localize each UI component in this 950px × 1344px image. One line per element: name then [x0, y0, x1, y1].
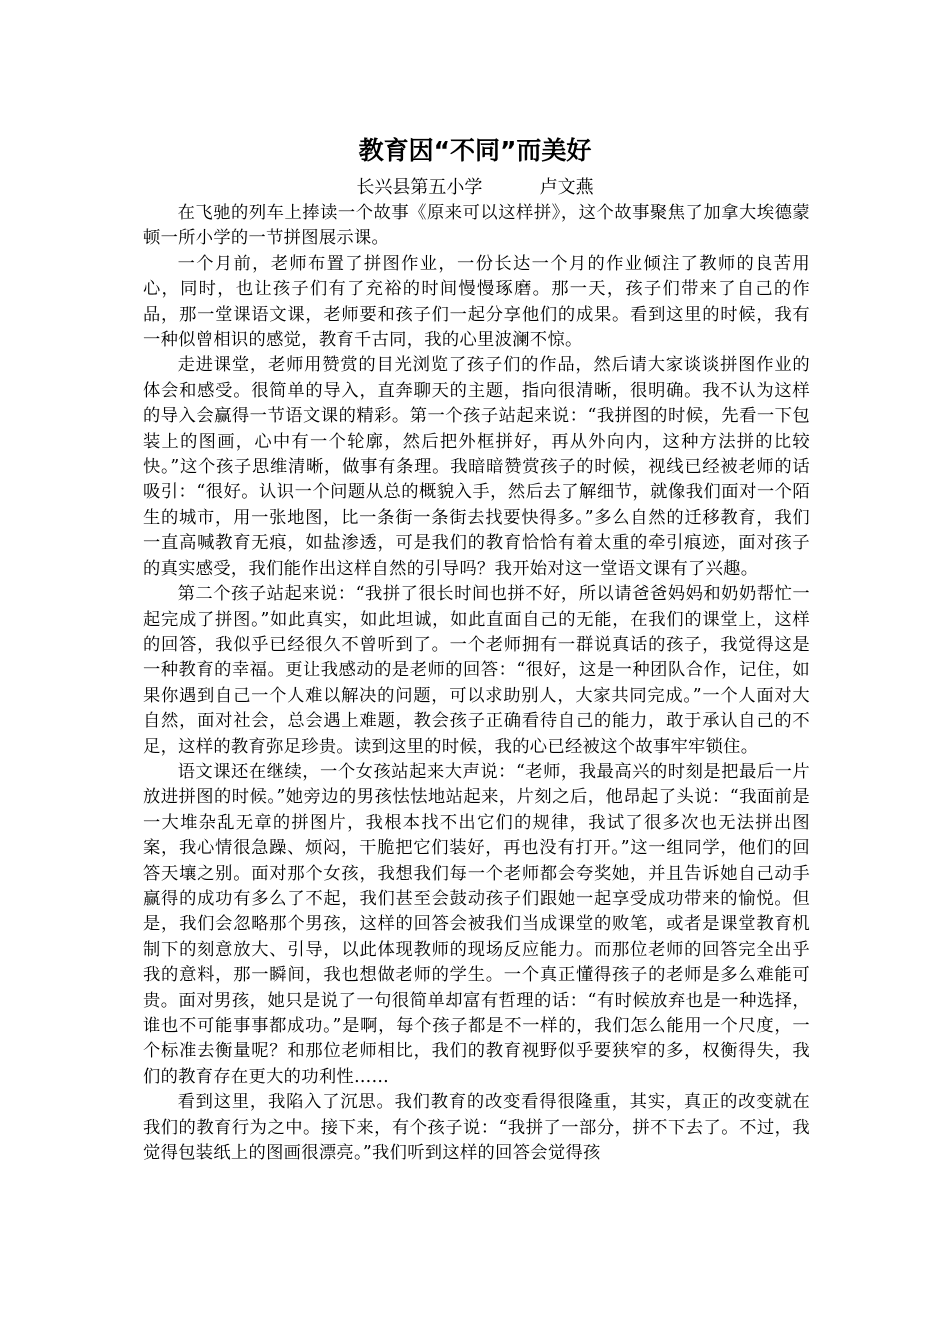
paragraph-4: 第二个孩子站起来说：“我拼了很长时间也拼不好，所以请爸爸妈妈和奶奶帮忙一起完成了拼图。”如此真实，如此坦诚，如此直面自己的无能，在我们的课堂上，这样的回答，我似乎已经很久不曾听到了。一个老师拥有一群说真话的孩子，我觉得这是一种教育的幸福。更让我感动的是老师的回答：“很好，这是一种团队合作，记住，如果你遇到自己一个人难以解决的问题，可以求助别人，大家共同完成。”一个人面对大自然，面对社会，总会遇上难题，教会孩子正确看待自己的能力，敢于承认自己的不足，这样的教育弥足珍贵。读到这里的时候，我的心已经被这个故事牢牢锁住。: [143, 584, 810, 757]
paragraph-1: 在飞驰的列车上捧读一个故事《原来可以这样拼》，这个故事聚焦了加拿大埃德蒙顿一所小学的一节拼图展示课。: [143, 203, 810, 249]
paragraph-2: 一个月前，老师布置了拼图作业，一份长达一个月的作业倾注了教师的良苦用心，同时，也让孩子们有了充裕的时间慢慢琢磨。那一天，孩子们带来了自己的作品，那一堂课语文课，老师要和孩子们一起分享他们的成果。看到这里的时候，我有一种似曾相识的感觉，教育千古同，我的心里波澜不惊。: [143, 253, 810, 351]
paragraph-6: 看到这里，我陷入了沉思。我们教育的改变看得很隆重，其实，真正的改变就在我们的教育行为之中。接下来，有个孩子说：“我拼了一部分，拼不下去了。不过，我觉得包装纸上的图画很漂亮。”我们听到这样的回答会觉得孩: [143, 1092, 810, 1164]
paragraph-3: 走进课堂，老师用赞赏的目光浏览了孩子们的作品，然后请大家谈谈拼图作业的体会和感受。很简单的导入，直奔聊天的主题，指向很清晰，很明确。我不认为这样的导入会赢得一节语文课的精彩。第一个孩子站起来说：“我拼图的时候，先看一下包装上的图画，心中有一个轮廓，然后把外框拼好，再从外向内，这种方法拼的比较快。”这个孩子思维清晰，做事有条理。我暗暗赞赏孩子的时候，视线已经被老师的话吸引：“很好。认识一个问题从总的概貌入手，然后去了解细节，就像我们面对一个陌生的城市，用一张地图，比一条街一条街去找要快得多。”多么自然的迁移教育，我们一直高喊教育无痕，如盐渗透，可是我们的教育恰恰有着太重的牵引痕迹，面对孩子的真实感受，我们能作出这样自然的引导吗？我开始对这一堂语文课有了兴趣。: [143, 355, 810, 579]
document-title: 教育因“不同”而美好: [358, 136, 592, 165]
article-body: [143, 201, 810, 1166]
author-byline: 长兴县第五小学 卢文燕: [356, 177, 594, 198]
paragraph-5: 语文课还在继续，一个女孩站起来大声说：“老师，我最高兴的时刻是把最后一片放进拼图的时候。”她旁边的男孩怯怯地站起来，片刻之后，他昂起了头说：“我面前是一大堆杂乱无章的拼图片，我根本找不出它们的规律，我试了很多次也无法拼出图案，我心情很急躁、烦闷，干脆把它们装好，再也没有打开。”这一组同学，他们的回答天壤之别。面对那个女孩，我想我们每一个老师都会夸奖她，并且告诉她自己动手赢得的成功有多么了不起，我们甚至会鼓动孩子们跟她一起享受成功带来的愉悦。但是，我们会忽略那个男孩，这样的回答会被我们当成课堂的败笔，或者是课堂教育机制下的刻意放大、引导，以此体现教师的现场反应能力。而那位老师的回答完全出乎我的意料，那一瞬间，我也想做老师的学生。一个真正懂得孩子的老师是多么难能可贵。面对男孩，她只是说了一句很简单却富有哲理的话：“有时候放弃也是一种选择，谁也不可能事事都成功。”是啊，每个孩子都是不一样的，我们怎么能用一个尺度，一个标准去衡量呢？和那位老师相比，我们的教育视野似乎要狭窄的多，权衡得失，我们的教育存在更大的功利性……: [143, 761, 810, 1087]
